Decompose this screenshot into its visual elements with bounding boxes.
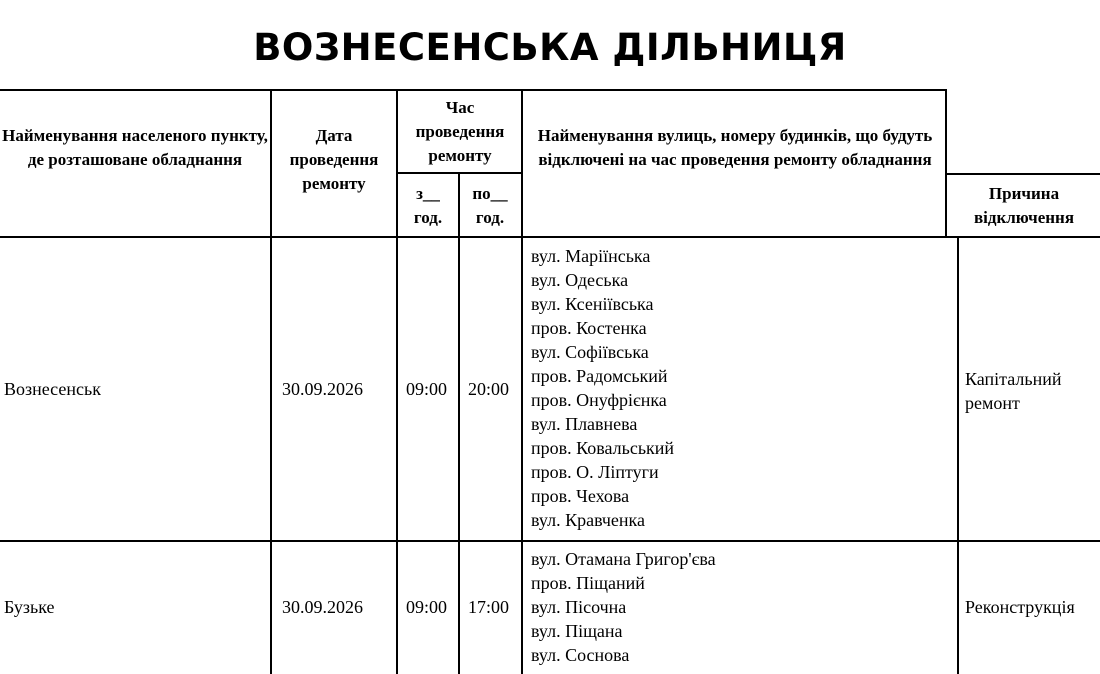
list-item: вул. Ксеніївська bbox=[531, 294, 654, 314]
col-divider-2 bbox=[396, 89, 398, 674]
list-item: вул. Маріїнська bbox=[531, 246, 651, 266]
to-time-cell: 20:00 bbox=[468, 379, 510, 399]
streets-list bbox=[531, 547, 716, 667]
list-item: пров. Костенка bbox=[531, 318, 647, 338]
list-item: пров. Піщаний bbox=[531, 573, 645, 593]
col-divider-6 bbox=[957, 236, 959, 674]
list-item: вул. Отамана Григор'єва bbox=[531, 549, 716, 569]
header-time: Час проведення ремонту bbox=[415, 98, 505, 165]
header-bottom-border bbox=[0, 236, 1100, 238]
page-title: ВОЗНЕСЕНСЬКА ДІЛЬНИЦЯ bbox=[253, 26, 847, 69]
list-item: пров. Чехова bbox=[531, 486, 630, 506]
header-date: Дата проведення ремонту bbox=[289, 126, 379, 193]
reason-cell: Реконструкція bbox=[965, 597, 1075, 617]
table-top-border bbox=[0, 89, 945, 91]
list-item: вул. Піщана bbox=[531, 621, 623, 641]
col-divider-4 bbox=[521, 89, 523, 674]
list-item: вул. Софіївська bbox=[531, 342, 649, 362]
list-item: пров. Онуфрієнка bbox=[531, 390, 667, 410]
list-item: пров. О. Ліптуги bbox=[531, 462, 659, 482]
reason-cell: Капітальний ремонт bbox=[965, 369, 1062, 413]
date-cell: 30.09.2026 bbox=[282, 379, 363, 399]
list-item: вул. Пісочна bbox=[531, 597, 627, 617]
from-time-cell: 09:00 bbox=[406, 379, 448, 399]
list-item: вул. Одеська bbox=[531, 270, 629, 290]
header-from: з__ год. bbox=[413, 184, 443, 227]
streets-list bbox=[531, 244, 674, 532]
to-time-cell: 17:00 bbox=[468, 597, 510, 617]
list-item: вул. Соснова bbox=[531, 645, 630, 665]
col-divider-1 bbox=[270, 89, 272, 674]
reason-header-divider bbox=[945, 173, 1100, 175]
header-to: по__ год. bbox=[472, 184, 508, 227]
header-reason: Причина відключення bbox=[973, 184, 1075, 227]
header-settlement: Найменування населеного пункту, де розташоване обладнання bbox=[2, 126, 268, 169]
from-time-cell: 09:00 bbox=[406, 597, 448, 617]
settlement-cell: Бузьке bbox=[4, 597, 55, 617]
date-cell: 30.09.2026 bbox=[282, 597, 363, 617]
header-streets: Найменування вулиць, номеру будинків, що будуть відключені на час проведення ремонту обладнання bbox=[537, 126, 933, 169]
list-item: пров. Ковальський bbox=[531, 438, 675, 458]
col-divider-3 bbox=[458, 172, 460, 674]
list-item: пров. Радомський bbox=[531, 366, 668, 386]
col-divider-5 bbox=[945, 89, 947, 236]
row-divider bbox=[0, 540, 1100, 542]
list-item: вул. Плавнева bbox=[531, 414, 638, 434]
settlement-cell: Вознесенськ bbox=[4, 379, 101, 399]
list-item: вул. Кравченка bbox=[531, 510, 646, 530]
